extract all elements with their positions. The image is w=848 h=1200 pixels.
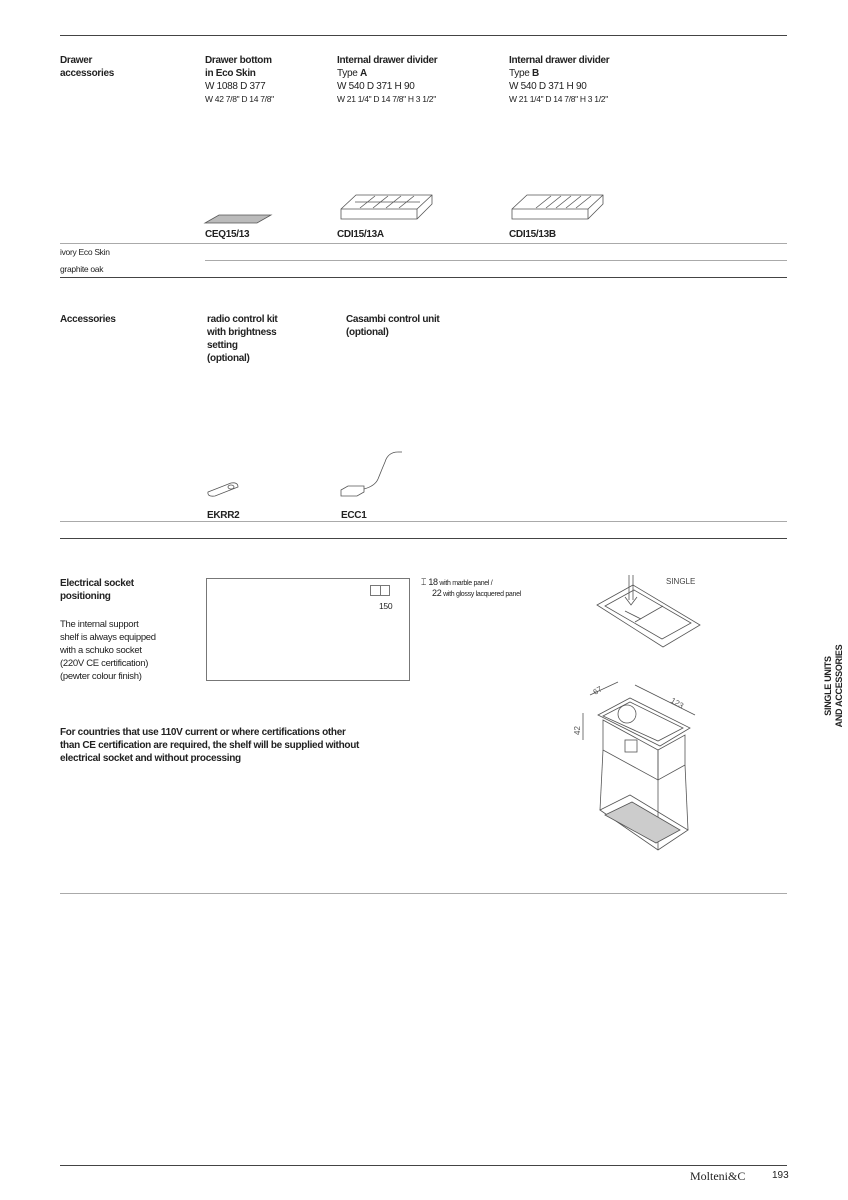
type-value: B — [531, 68, 539, 79]
dim-42: 42 — [573, 726, 582, 735]
divider — [60, 521, 787, 522]
finish-label: ivory Eco Skin — [60, 247, 110, 257]
heading-line: Electrical socket — [60, 578, 134, 589]
type-label: Type — [337, 68, 360, 79]
divider-b-illustration — [511, 192, 606, 222]
note-line: For countries that use 110V current or where certifications other — [60, 727, 346, 738]
radio-kit-illustration — [205, 480, 241, 498]
side-tab — [823, 636, 845, 736]
footer-rule — [60, 1165, 787, 1166]
drawer-item-cdi-b — [509, 54, 609, 105]
title-line: radio control kit — [207, 314, 278, 325]
accessory-ekrr2-title — [207, 313, 277, 365]
item-title: Internal drawer divider — [509, 55, 610, 66]
drawer-bottom-illustration — [205, 214, 275, 226]
heading-line: accessories — [60, 68, 114, 79]
item-code: CDI15/13B — [509, 229, 556, 240]
desc-line: shelf is always equipped — [60, 632, 156, 643]
shelf-position-diagram — [206, 578, 410, 681]
desc-line: The internal support — [60, 619, 139, 630]
title-line: (optional) — [346, 327, 389, 338]
title-line: with brightness — [207, 327, 277, 338]
item-title: Internal drawer divider — [337, 55, 438, 66]
brand-logo: Molteni&C — [690, 1169, 746, 1183]
socket-icon — [370, 585, 390, 596]
drawer-item-cdi-a — [337, 54, 437, 105]
divider — [60, 277, 787, 278]
type-value: A — [359, 68, 367, 79]
accessory-ecc1-title — [346, 313, 439, 339]
item-code: CDI15/13A — [337, 229, 384, 240]
item-title: Drawer bottom — [205, 55, 272, 66]
divider — [205, 260, 787, 261]
item-dim-mm: W 540 D 371 H 90 — [337, 81, 415, 92]
socket-heading — [60, 577, 134, 603]
thickness-value: 18 — [428, 577, 438, 587]
divider — [60, 35, 787, 36]
drawer-item-ceq — [205, 54, 274, 105]
divider — [60, 893, 787, 894]
heading-line: positioning — [60, 591, 111, 602]
divider-a-illustration — [340, 192, 435, 222]
item-dim-in: W 42 7/8" D 14 7/8" — [205, 94, 274, 104]
socket-note — [60, 726, 380, 765]
desc-line: (pewter colour finish) — [60, 671, 142, 682]
single-panel-illustration — [595, 575, 705, 650]
single-label: SINGLE — [666, 577, 696, 586]
type-label: Type — [509, 68, 532, 79]
title-line: setting — [207, 340, 238, 351]
item-dim-mm: W 540 D 371 H 90 — [509, 81, 587, 92]
title-line: Casambi control unit — [346, 314, 440, 325]
thickness-note: ⌶ 18 with marble panel / 22 with glossy lacquered panel — [421, 577, 521, 598]
thickness-value: 22 — [432, 588, 442, 598]
casambi-unit-illustration — [340, 444, 405, 499]
note-line: electrical socket and without processing — [60, 753, 241, 764]
dim-150: 150 — [379, 601, 393, 611]
item-code: EKRR2 — [207, 510, 240, 521]
side-tab-line: AND ACCESSORIES — [834, 644, 844, 728]
socket-box-illustration — [570, 680, 710, 860]
heading-line: Drawer — [60, 55, 93, 66]
item-title: in Eco Skin — [205, 68, 256, 79]
thickness-text: with glossy lacquered panel — [441, 591, 521, 598]
item-code: CEQ15/13 — [205, 229, 250, 240]
desc-line: with a schuko socket — [60, 645, 142, 656]
title-line: (optional) — [207, 353, 250, 364]
desc-line: (220V CE certification) — [60, 658, 149, 669]
drawer-heading — [60, 54, 114, 80]
item-code: ECC1 — [341, 510, 367, 521]
thickness-text: with marble panel / — [437, 580, 493, 587]
item-dim-mm: W 1088 D 377 — [205, 81, 266, 92]
divider — [60, 243, 787, 244]
socket-description — [60, 618, 156, 683]
item-dim-in: W 21 1/4" D 14 7/8" H 3 1/2" — [337, 94, 436, 104]
page-number: 193 — [772, 1170, 789, 1181]
accessories-heading: Accessories — [60, 314, 116, 325]
note-line: than CE certification are required, the shelf will be supplied without — [60, 740, 360, 751]
divider — [60, 538, 787, 539]
side-tab-line: SINGLE UNITS — [823, 656, 833, 716]
item-dim-in: W 21 1/4" D 14 7/8" H 3 1/2" — [509, 94, 608, 104]
finish-label: graphite oak — [60, 264, 104, 274]
dim-67: 67 — [591, 684, 604, 697]
dim-123: 123 — [669, 695, 686, 711]
